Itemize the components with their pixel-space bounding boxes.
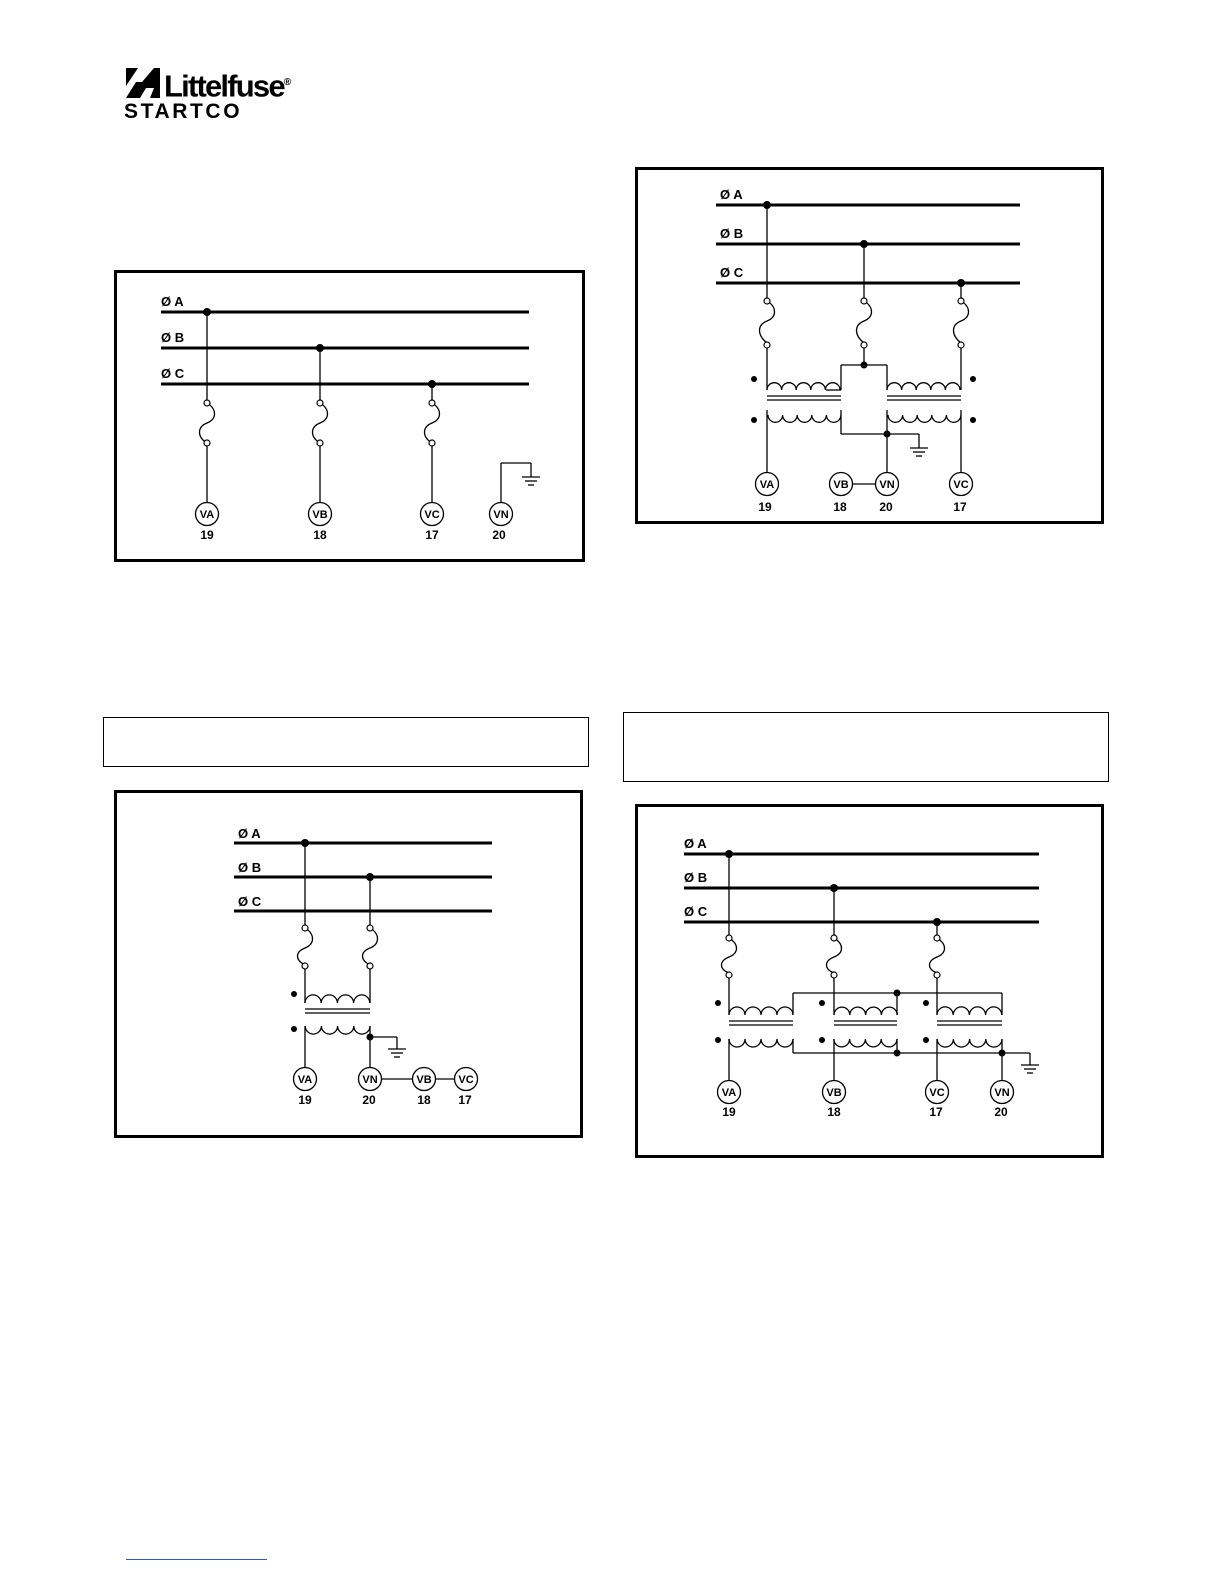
fuse-icon: [313, 400, 328, 446]
fuse-icon: [930, 935, 945, 978]
svg-text:VA: VA: [199, 509, 215, 521]
svg-text:VN: VN: [493, 509, 509, 521]
svg-text:18: 18: [313, 528, 327, 542]
ground-icon: [522, 463, 540, 485]
transformer-icon: [937, 1007, 1002, 1015]
svg-text:VC: VC: [424, 509, 440, 521]
wiring-diagram-single-pt: [114, 790, 583, 1138]
terminal-vn: [876, 473, 899, 515]
terminal-vn: [490, 503, 513, 543]
svg-text:19: 19: [298, 1093, 312, 1107]
svg-text:VA: VA: [759, 479, 775, 491]
svg-text:18: 18: [833, 500, 847, 514]
polarity-dot-icon: [970, 417, 976, 423]
svg-text:VB: VB: [826, 1087, 842, 1099]
littelfuse-lightning-icon: [124, 66, 162, 100]
svg-text:VN: VN: [879, 479, 895, 491]
fuse-icon: [200, 400, 215, 446]
terminal-va: [756, 473, 779, 515]
littelfuse-startco-logo: [124, 62, 292, 124]
svg-text:17: 17: [458, 1093, 472, 1107]
polarity-dot-icon: [291, 1026, 297, 1032]
terminal-vb: [309, 503, 332, 543]
fuse-icon: [857, 298, 872, 348]
svg-text:VC: VC: [929, 1087, 945, 1099]
svg-text:17: 17: [425, 528, 439, 542]
fuse-icon: [827, 935, 842, 978]
transformer-icon: [887, 383, 960, 390]
footer-rule: [126, 1559, 267, 1560]
svg-text:19: 19: [722, 1105, 736, 1119]
transformer-icon: [834, 1039, 897, 1047]
transformer-icon: [888, 415, 961, 422]
terminal-vc: [950, 473, 973, 515]
transformer-icon: [729, 1039, 793, 1047]
diagram-direct-svg: [117, 273, 588, 565]
logo-startco-text: STARTCO: [124, 100, 243, 123]
caption-box-left: [103, 717, 589, 767]
svg-text:VB: VB: [833, 479, 849, 491]
caption-box-right: [623, 712, 1109, 782]
phase-a-label: Ø A: [684, 836, 707, 851]
terminal-vb: [413, 1068, 436, 1108]
phase-a-label: Ø A: [720, 187, 743, 202]
transformer-icon: [937, 1039, 1002, 1047]
ground-icon: [1021, 1065, 1039, 1073]
diagram-grounded-wye-svg: [638, 807, 1107, 1161]
terminal-vn: [991, 1081, 1014, 1120]
svg-text:18: 18: [827, 1105, 841, 1119]
transformer-icon: [305, 1026, 370, 1034]
terminal-va: [196, 503, 219, 543]
polarity-dot-icon: [819, 1000, 825, 1006]
phase-b-label: Ø B: [238, 860, 262, 875]
phase-b-label: Ø B: [720, 226, 744, 241]
wiring-diagram-open-delta: [635, 167, 1104, 524]
phase-a-label: Ø A: [238, 826, 261, 841]
logo-brand-text: Littelfuse®: [164, 68, 292, 104]
polarity-dot-icon: [751, 376, 757, 382]
svg-text:18: 18: [417, 1093, 431, 1107]
phase-c-label: Ø C: [238, 894, 262, 909]
svg-text:VA: VA: [721, 1087, 737, 1099]
transformer-icon: [834, 1007, 897, 1015]
svg-text:20: 20: [362, 1093, 376, 1107]
fuse-icon: [425, 400, 440, 446]
wiring-diagram-grounded-wye: [635, 804, 1104, 1158]
fuse-icon: [760, 298, 775, 348]
svg-text:17: 17: [953, 500, 967, 514]
fuse-icon: [298, 925, 313, 969]
svg-text:19: 19: [758, 500, 772, 514]
svg-text:VA: VA: [297, 1074, 313, 1086]
transformer-icon: [305, 995, 370, 1003]
svg-text:20: 20: [492, 528, 506, 542]
phase-a-label: Ø A: [161, 294, 184, 309]
phase-c-label: Ø C: [720, 265, 744, 280]
fuse-icon: [954, 298, 969, 348]
polarity-dot-icon: [923, 1037, 929, 1043]
ground-icon: [388, 1049, 406, 1057]
svg-text:19: 19: [200, 528, 214, 542]
terminal-vc: [421, 503, 444, 543]
fuse-icon: [722, 935, 737, 978]
terminal-vc: [926, 1081, 949, 1120]
polarity-dot-icon: [715, 1037, 721, 1043]
svg-text:17: 17: [929, 1105, 943, 1119]
svg-text:VC: VC: [953, 479, 969, 491]
svg-text:VB: VB: [416, 1074, 432, 1086]
terminal-vn: [359, 1068, 382, 1108]
phase-b-label: Ø B: [161, 330, 185, 345]
polarity-dot-icon: [970, 376, 976, 382]
polarity-dot-icon: [715, 1000, 721, 1006]
polarity-dot-icon: [923, 1000, 929, 1006]
diagram-open-delta-svg: [638, 170, 1107, 527]
terminal-va: [718, 1081, 741, 1120]
ground-icon: [910, 448, 928, 456]
terminal-va: [294, 1068, 317, 1108]
fuse-icon: [363, 925, 378, 969]
polarity-dot-icon: [291, 991, 297, 997]
transformer-icon: [767, 383, 840, 390]
svg-text:VN: VN: [994, 1087, 1010, 1099]
polarity-dot-icon: [751, 417, 757, 423]
svg-text:VC: VC: [458, 1074, 474, 1086]
svg-text:VB: VB: [312, 509, 328, 521]
transformer-icon: [729, 1007, 793, 1015]
terminal-vb: [823, 1081, 846, 1120]
phase-c-label: Ø C: [161, 366, 185, 381]
phase-c-label: Ø C: [684, 904, 708, 919]
transformer-icon: [768, 415, 841, 422]
terminal-vb: [830, 473, 853, 515]
terminal-vc: [455, 1068, 478, 1108]
svg-text:VN: VN: [362, 1074, 378, 1086]
polarity-dot-icon: [819, 1037, 825, 1043]
svg-text:20: 20: [994, 1105, 1008, 1119]
diagram-single-pt-svg: [117, 793, 586, 1141]
svg-text:20: 20: [879, 500, 893, 514]
phase-b-label: Ø B: [684, 870, 708, 885]
wiring-diagram-direct: [114, 270, 585, 562]
